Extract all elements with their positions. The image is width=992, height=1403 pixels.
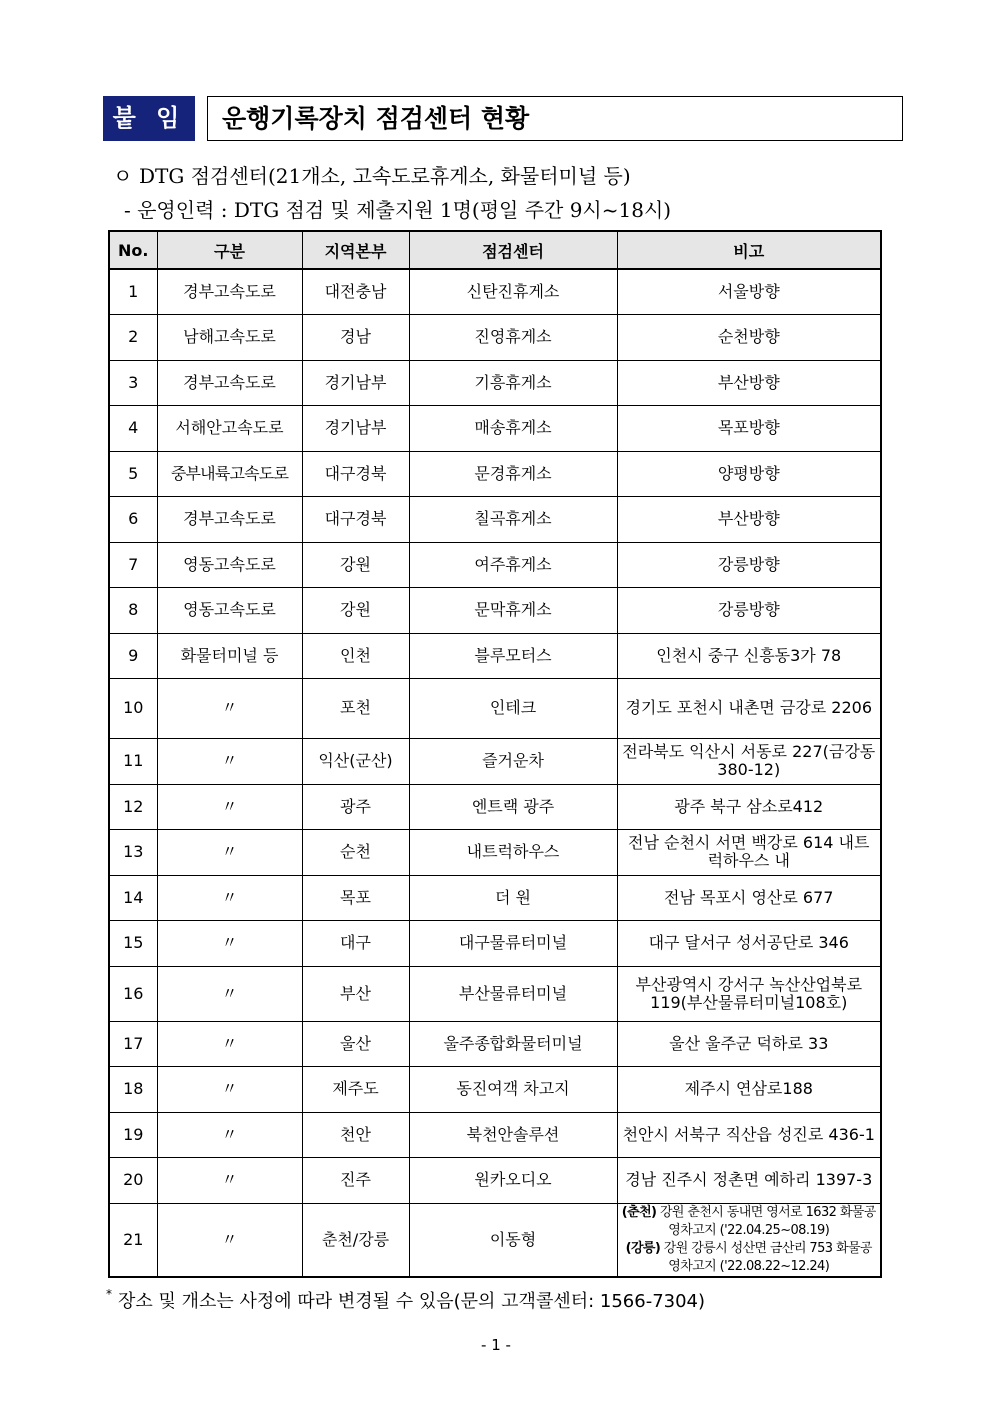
cell-no: 6 bbox=[109, 496, 157, 542]
cell-note: 양평방향 bbox=[617, 451, 881, 496]
cell-no: 11 bbox=[109, 738, 157, 784]
footnote-star: * bbox=[106, 1287, 112, 1301]
cell-note: 부산방향 bbox=[617, 496, 881, 542]
note-text-gangneung: 강원 강릉시 성산면 금산리 753 화물공영차고지 ('22.08.22~12.24) bbox=[660, 1240, 872, 1274]
cell-center: 이동형 bbox=[409, 1203, 617, 1277]
cell-type: 경부고속도로 bbox=[157, 269, 302, 314]
table-row bbox=[109, 314, 881, 360]
table-header-row bbox=[109, 231, 881, 269]
cell-center: 동진여객 차고지 bbox=[409, 1066, 617, 1112]
table-row bbox=[109, 738, 881, 784]
cell-type: 〃 bbox=[157, 875, 302, 920]
cell-note: 강릉방향 bbox=[617, 587, 881, 633]
cell-type: 영동고속도로 bbox=[157, 542, 302, 587]
cell-note: 대구 달서구 성서공단로 346 bbox=[617, 920, 881, 966]
cell-no: 5 bbox=[109, 451, 157, 496]
cell-no: 2 bbox=[109, 314, 157, 360]
cell-type: 영동고속도로 bbox=[157, 587, 302, 633]
cell-center: 즐거운차 bbox=[409, 738, 617, 784]
cell-center: 울주종합화물터미널 bbox=[409, 1021, 617, 1066]
cell-center: 여주휴게소 bbox=[409, 542, 617, 587]
table-row bbox=[109, 678, 881, 738]
cell-center: 매송휴게소 bbox=[409, 405, 617, 451]
cell-type: 〃 bbox=[157, 1203, 302, 1277]
header-no: No. bbox=[109, 231, 157, 269]
cell-region: 대구경북 bbox=[302, 451, 409, 496]
cell-no: 12 bbox=[109, 784, 157, 829]
cell-type: 〃 bbox=[157, 784, 302, 829]
cell-center: 대구물류터미널 bbox=[409, 920, 617, 966]
cell-type: 〃 bbox=[157, 1157, 302, 1203]
header-region: 지역본부 bbox=[302, 231, 409, 269]
cell-type: 남해고속도로 bbox=[157, 314, 302, 360]
cell-type: 경부고속도로 bbox=[157, 496, 302, 542]
cell-no: 3 bbox=[109, 360, 157, 405]
table-row bbox=[109, 1021, 881, 1066]
table-row bbox=[109, 360, 881, 405]
cell-region: 순천 bbox=[302, 829, 409, 875]
cell-center: 원카오디오 bbox=[409, 1157, 617, 1203]
cell-type: 〃 bbox=[157, 1066, 302, 1112]
cell-region: 경남 bbox=[302, 314, 409, 360]
cell-region: 경기남부 bbox=[302, 360, 409, 405]
cell-region: 진주 bbox=[302, 1157, 409, 1203]
cell-no: 19 bbox=[109, 1112, 157, 1157]
cell-center: 북천안솔루션 bbox=[409, 1112, 617, 1157]
cell-no: 17 bbox=[109, 1021, 157, 1066]
cell-center: 신탄진휴게소 bbox=[409, 269, 617, 314]
cell-region: 부산 bbox=[302, 966, 409, 1021]
cell-note: 서울방향 bbox=[617, 269, 881, 314]
table-row bbox=[109, 587, 881, 633]
cell-note: 강릉방향 bbox=[617, 542, 881, 587]
cell-region: 인천 bbox=[302, 633, 409, 678]
header-center: 점검센터 bbox=[409, 231, 617, 269]
table-row bbox=[109, 829, 881, 875]
cell-region: 강원 bbox=[302, 542, 409, 587]
cell-note: 울산 울주군 덕하로 33 bbox=[617, 1021, 881, 1066]
cell-no: 7 bbox=[109, 542, 157, 587]
cell-center: 부산물류터미널 bbox=[409, 966, 617, 1021]
cell-region: 대구경북 bbox=[302, 496, 409, 542]
cell-note: 전남 목포시 영산로 677 bbox=[617, 875, 881, 920]
cell-type: 〃 bbox=[157, 966, 302, 1021]
cell-no: 1 bbox=[109, 269, 157, 314]
cell-region: 포천 bbox=[302, 678, 409, 738]
cell-note bbox=[617, 1203, 881, 1277]
cell-center: 진영휴게소 bbox=[409, 314, 617, 360]
cell-no: 13 bbox=[109, 829, 157, 875]
cell-region: 천안 bbox=[302, 1112, 409, 1157]
cell-note: 목포방향 bbox=[617, 405, 881, 451]
attachment-badge: 붙 임 bbox=[103, 96, 195, 141]
cell-type: 〃 bbox=[157, 738, 302, 784]
note-tag-chuncheon: (춘천) bbox=[621, 1204, 657, 1220]
cell-center: 엔트랙 광주 bbox=[409, 784, 617, 829]
table-row bbox=[109, 269, 881, 314]
cell-no: 10 bbox=[109, 678, 157, 738]
cell-no: 18 bbox=[109, 1066, 157, 1112]
cell-center: 칠곡휴게소 bbox=[409, 496, 617, 542]
table-row bbox=[109, 784, 881, 829]
note-gangneung bbox=[622, 1240, 877, 1276]
cell-center: 문막휴게소 bbox=[409, 587, 617, 633]
cell-type: 서해안고속도로 bbox=[157, 405, 302, 451]
cell-no: 4 bbox=[109, 405, 157, 451]
header-note: 비고 bbox=[617, 231, 881, 269]
cell-note: 경남 진주시 정촌면 예하리 1397-3 bbox=[617, 1157, 881, 1203]
page-title: 운행기록장치 점검센터 현황 bbox=[207, 96, 903, 141]
table-row bbox=[109, 542, 881, 587]
table-row bbox=[109, 405, 881, 451]
cell-type: 〃 bbox=[157, 1112, 302, 1157]
cell-note: 광주 북구 삼소로412 bbox=[617, 784, 881, 829]
cell-region: 울산 bbox=[302, 1021, 409, 1066]
cell-region: 강원 bbox=[302, 587, 409, 633]
cell-region: 대전충남 bbox=[302, 269, 409, 314]
cell-region: 광주 bbox=[302, 784, 409, 829]
cell-note: 순천방향 bbox=[617, 314, 881, 360]
bullet-text: DTG 점검센터(21개소, 고속도로휴게소, 화물터미널 등) bbox=[139, 164, 631, 188]
table-row bbox=[109, 920, 881, 966]
cell-no: 16 bbox=[109, 966, 157, 1021]
cell-region: 목포 bbox=[302, 875, 409, 920]
cell-type: 경부고속도로 bbox=[157, 360, 302, 405]
cell-no: 14 bbox=[109, 875, 157, 920]
cell-no: 9 bbox=[109, 633, 157, 678]
cell-type: 화물터미널 등 bbox=[157, 633, 302, 678]
cell-note: 전남 순천시 서면 백강로 614 내트럭하우스 내 bbox=[617, 829, 881, 875]
cell-no: 8 bbox=[109, 587, 157, 633]
footnote bbox=[106, 1287, 705, 1313]
table-row bbox=[109, 1066, 881, 1112]
cell-note: 천안시 서북구 직산읍 성진로 436-1 bbox=[617, 1112, 881, 1157]
page-number: - 1 - bbox=[481, 1336, 511, 1354]
cell-note: 부산방향 bbox=[617, 360, 881, 405]
cell-center: 인테크 bbox=[409, 678, 617, 738]
bullet-mark: ㅇ bbox=[113, 164, 133, 188]
cell-type: 〃 bbox=[157, 920, 302, 966]
cell-type: 〃 bbox=[157, 829, 302, 875]
cell-note: 경기도 포천시 내촌면 금강로 2206 bbox=[617, 678, 881, 738]
table-row bbox=[109, 496, 881, 542]
cell-center: 더 원 bbox=[409, 875, 617, 920]
cell-note: 부산광역시 강서구 녹산산업북로119(부산물류터미널108호) bbox=[617, 966, 881, 1021]
cell-region: 대구 bbox=[302, 920, 409, 966]
cell-center: 블루모터스 bbox=[409, 633, 617, 678]
table-row bbox=[109, 966, 881, 1021]
sub-line: - 운영인력 : DTG 점검 및 제출지원 1명(평일 주간 9시~18시) bbox=[124, 198, 672, 222]
cell-region: 경기남부 bbox=[302, 405, 409, 451]
cell-note: 전라북도 익산시 서동로 227(금강동380-12) bbox=[617, 738, 881, 784]
cell-center: 문경휴게소 bbox=[409, 451, 617, 496]
cell-note: 인천시 중구 신흥동3가 78 bbox=[617, 633, 881, 678]
cell-type: 중부내륙고속도로 bbox=[157, 451, 302, 496]
table-row bbox=[109, 1157, 881, 1203]
cell-center: 내트럭하우스 bbox=[409, 829, 617, 875]
cell-note: 제주시 연삼로188 bbox=[617, 1066, 881, 1112]
cell-no: 21 bbox=[109, 1203, 157, 1277]
cell-no: 20 bbox=[109, 1157, 157, 1203]
cell-no: 15 bbox=[109, 920, 157, 966]
note-tag-gangneung: (강릉) bbox=[625, 1240, 661, 1256]
header-type: 구분 bbox=[157, 231, 302, 269]
cell-region: 제주도 bbox=[302, 1066, 409, 1112]
inspection-center-table bbox=[108, 230, 882, 1278]
note-chuncheon bbox=[622, 1204, 877, 1240]
cell-center: 기흥휴게소 bbox=[409, 360, 617, 405]
footnote-text: 장소 및 개소는 사정에 따라 변경될 수 있음(문의 고객콜센터: 1566-7304) bbox=[118, 1291, 706, 1312]
cell-type: 〃 bbox=[157, 678, 302, 738]
cell-type: 〃 bbox=[157, 1021, 302, 1066]
bullet-line bbox=[113, 160, 631, 189]
table-row bbox=[109, 451, 881, 496]
cell-region: 춘천/강릉 bbox=[302, 1203, 409, 1277]
table-row bbox=[109, 633, 881, 678]
note-text-chuncheon: 강원 춘천시 동내면 영서로 1632 화물공영차고지 ('22.04.25~08.19) bbox=[656, 1204, 876, 1238]
cell-region: 익산(군산) bbox=[302, 738, 409, 784]
table-row bbox=[109, 875, 881, 920]
table-row bbox=[109, 1203, 881, 1277]
title-block bbox=[103, 96, 889, 141]
table-row bbox=[109, 1112, 881, 1157]
